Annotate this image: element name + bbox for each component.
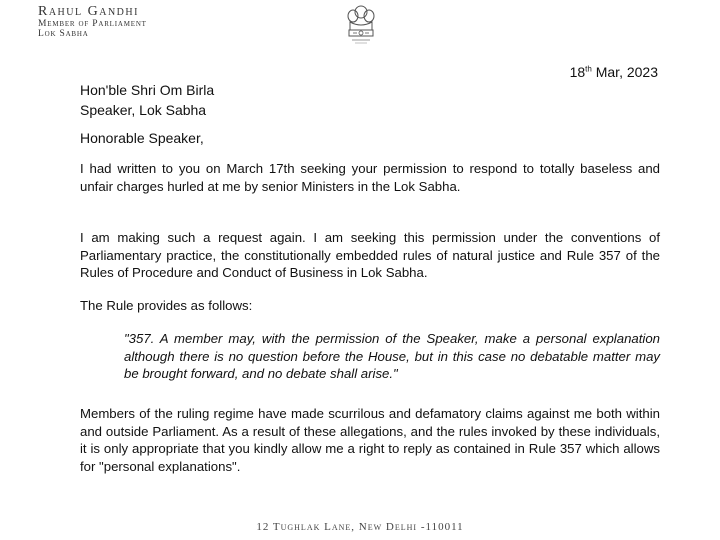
paragraph-4: Members of the ruling regime have made scurrilous and defamatory claims against me both within and outside Parliament. As a result of these allegations, and the rules invoked by these individuals, it is only appropriate that you kindly allow me a right to reply as contained in Rule 357 which allows for "personal explanations".: [80, 406, 660, 474]
recipient-title: Speaker, Lok Sabha: [80, 102, 207, 118]
paragraph-2: I am making such a request again. I am seeking this permission under the conventions of Parliamentary practice, the constitutionally embedded rules of natural justice and Rule 357 of the Rules of Procedure and Conduct of Business in Lok Sabha.: [80, 230, 660, 280]
paragraph-3: The Rule provides as follows:: [80, 298, 253, 313]
recipient-name: Hon'ble Shri Om Birla: [80, 82, 215, 98]
national-emblem-icon: [344, 4, 378, 48]
rule-quote: "357. A member may, with the permission of the Speaker, make a personal explanation although there is no question before the House, but in this case no debatable matter may be brought forward, and no debate shall arise.": [124, 331, 660, 381]
letter-date: [570, 64, 658, 80]
recipient-address: [80, 80, 214, 120]
date-day: 18: [569, 64, 586, 80]
salutation: Honorable Speaker,: [80, 130, 204, 146]
date-suffix: th: [585, 64, 592, 74]
letterhead-house: Lok Sabha: [38, 29, 89, 39]
letterhead-name: Rahul Gandhi: [38, 4, 139, 19]
paragraph-1: I had written to you on March 17th seeking your permission to respond to totally baseless and unfair charges hurled at me by senior Ministers in the Lok Sabha.: [80, 161, 660, 194]
letterhead: [38, 4, 147, 39]
letterhead-title: Member of Parliament: [38, 19, 147, 29]
date-month-year: Mar, 2023: [591, 64, 658, 80]
footer-address: 12 Tughlak Lane, New Delhi -110011: [256, 521, 464, 533]
